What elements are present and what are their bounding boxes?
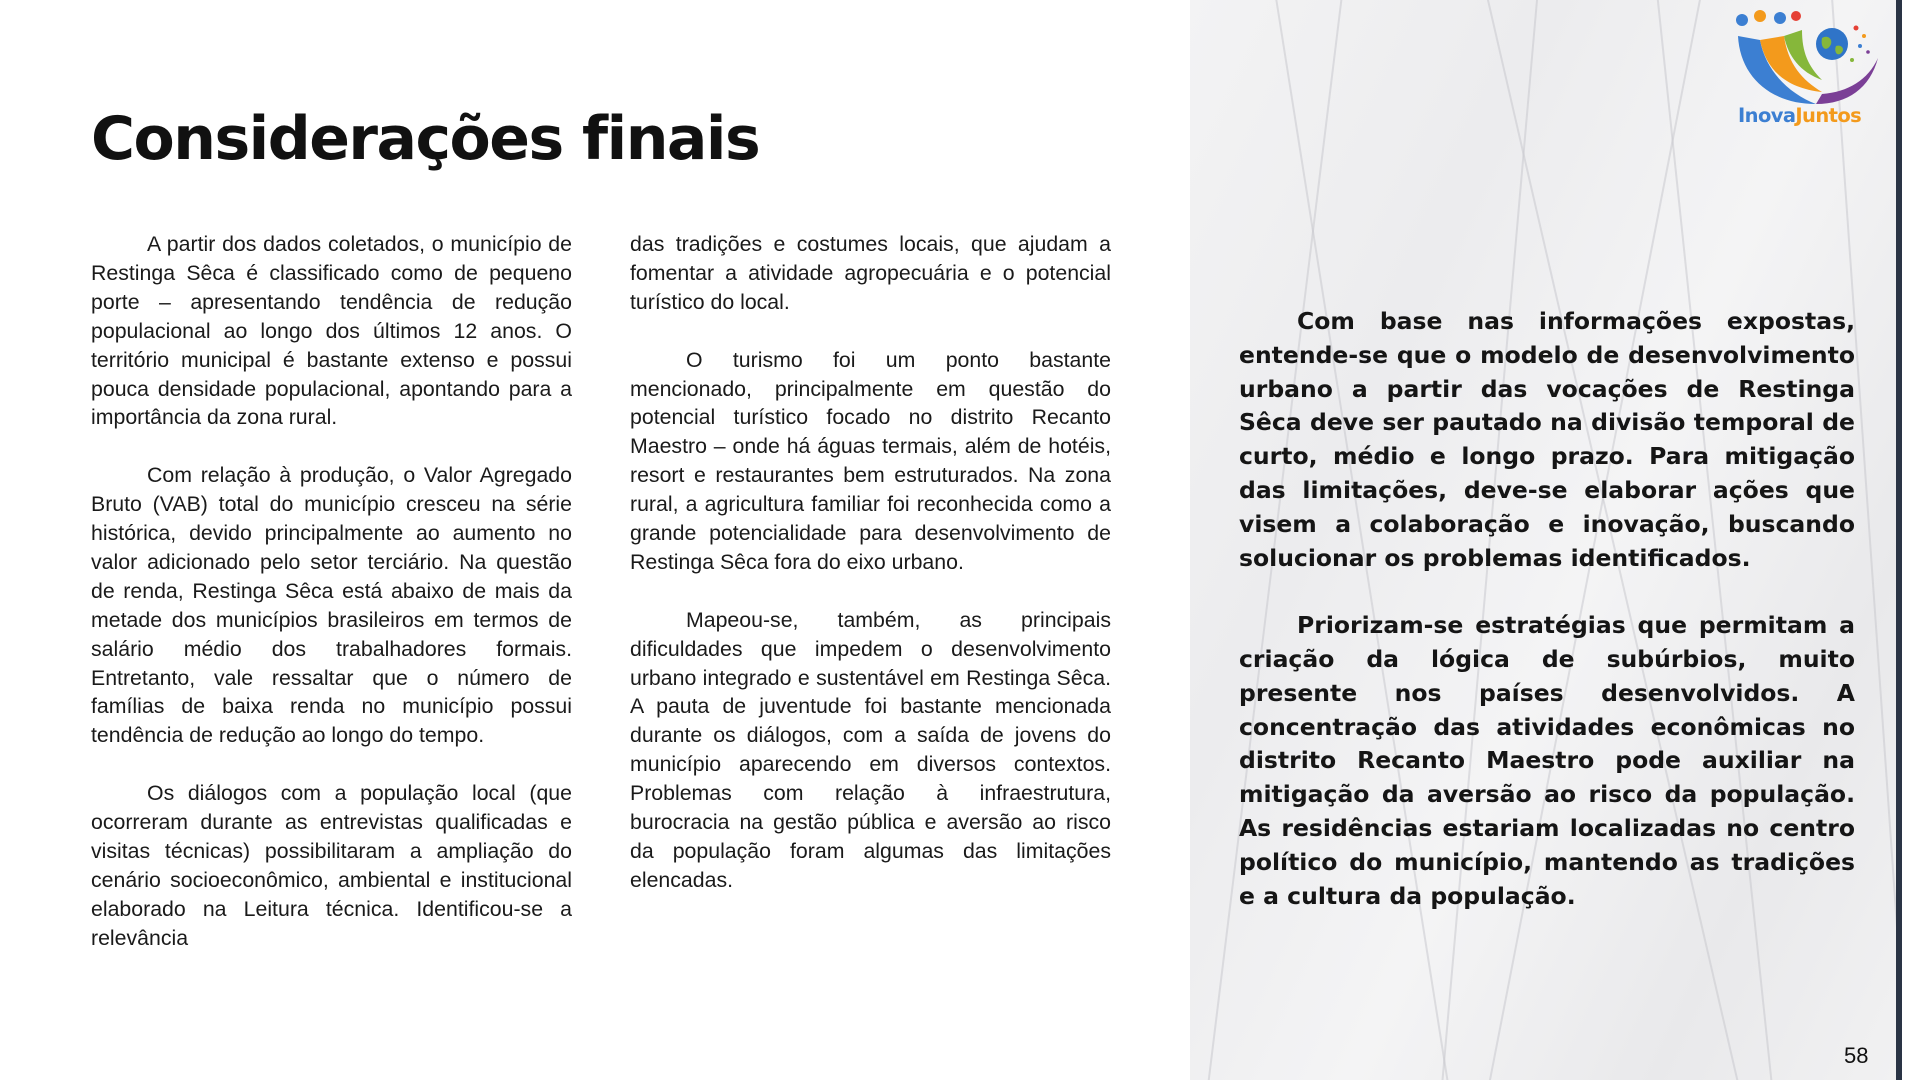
paragraph: O turismo foi um ponto bastante mencionado, principalmente em questão do potencial turístico focado no distrito Recanto Maestro – onde há águas termais, além de hotéis, resort e restaurantes bem estruturados. Na zona rural, a agricultura familiar foi reconhecida como a grande potencialidade para desenvolvimento de Restinga Sêca fora do eixo urbano. xyxy=(630,347,1111,574)
globe-icon xyxy=(1816,28,1848,60)
paragraph: A partir dos dados coletados, o município de Restinga Sêca é classificado como de pequeno porte – apresentando tendência de redução populacional ao longo dos últimos 12 anos. O território municipal é bastante extenso e possui pouca densidade populacional, apontando para a importância da zona rural. xyxy=(91,232,572,430)
logo-text-juntos: Juntos xyxy=(1795,104,1862,127)
paragraph: Priorizam-se estratégias que permitam a criação da lógica de subúrbios, muito presente nos países desenvolvidos. A concentração das atividades econômicas no distrito Recanto Maestro pode auxiliar na mitigação da aversão ao risco da população. As residências estariam localizadas no centro político do município, mantendo as tradições e a cultura da população. xyxy=(1239,611,1855,910)
paragraph: Mapeou-se, também, as principais dificuldades que impedem o desenvolvimento urbano integrado e sustentável em Restinga Sêca. A pauta de juventude foi bastante mencionada durante os diálogos, com a saída de jovens do município aparecendo em diversos contextos. Problemas com relação à infraestrutura, burocracia na gestão pública e aversão ao risco da população foram algumas das limitações elencadas. xyxy=(630,607,1111,892)
paragraph-continuation: das tradições e costumes locais, que ajudam a fomentar a atividade agropecuária e o potencial turístico do local. xyxy=(630,232,1111,314)
paragraph: Com relação à produção, o Valor Agregado Bruto (VAB) total do município cresceu na série histórica, devido principalmente ao aumento no valor adicionado pelo setor terciário. Na questão de renda, Restinga Sêca está abaixo de mais da metade dos municípios brasileiros em termos de salário médio dos trabalhadores formais. Entretanto, vale ressaltar que o número de famílias de baixa renda no município possui tendência de redução ao longo do tempo. xyxy=(91,463,572,748)
column-left xyxy=(91,230,572,982)
paragraph: Os diálogos com a população local (que ocorreram durante as entrevistas qualificadas e visitas técnicas) possibilitaram a ampliação do cenário socioeconômico, ambiental e institucional elaborado na Leitura técnica. Identificou-se a relevância xyxy=(91,781,572,950)
right-accent-bar xyxy=(1896,0,1902,1080)
page-number: 58 xyxy=(1844,1043,1869,1068)
paragraph: Com base nas informações expostas, entende-se que o modelo de desenvolvimento urbano a partir das vocações de Restinga Sêca deve ser pautado na divisão temporal de curto, médio e longo prazo. Para mitigação das limitações, deve-se elaborar ações que visem a colaboração e inovação, buscando solucionar os problemas identificados. xyxy=(1239,307,1855,572)
logo-wordmark xyxy=(1738,104,1861,127)
logo-text-inova: Inova xyxy=(1738,104,1796,127)
logo-swirl-purple xyxy=(1816,58,1878,104)
column-middle xyxy=(630,230,1111,924)
slide-title: Considerações finais xyxy=(91,104,760,174)
conclusion-text xyxy=(1239,305,1855,947)
